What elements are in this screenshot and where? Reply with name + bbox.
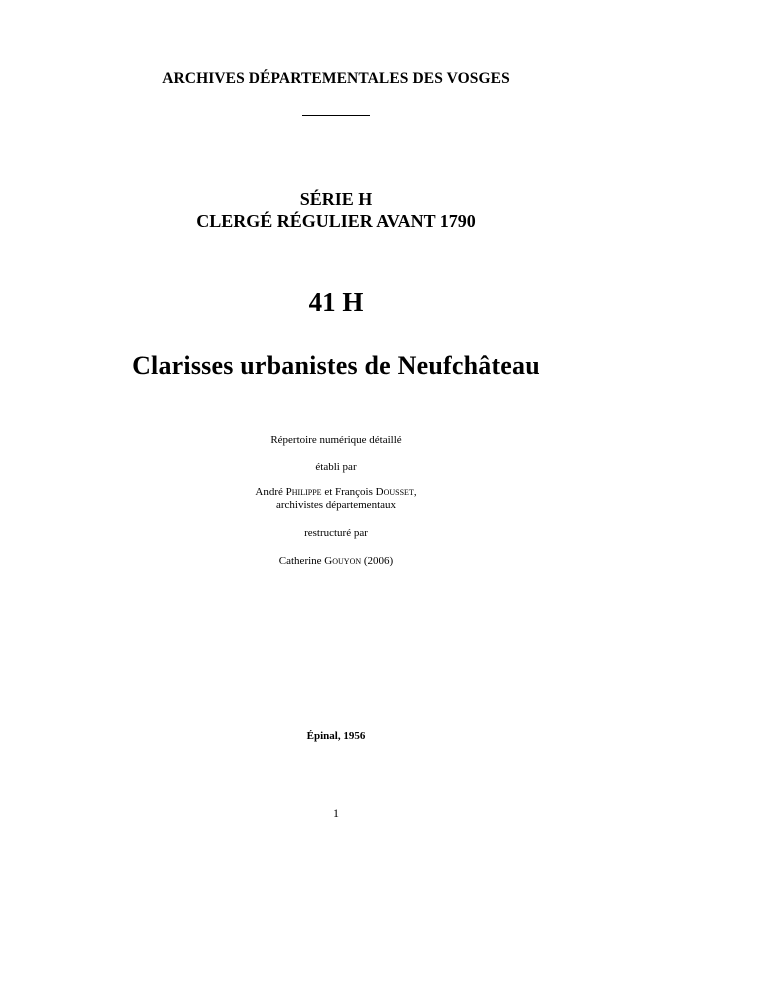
header-divider [302,115,370,116]
authors-conjunction: et [321,486,336,498]
authors-role: archivistes départementaux [275,499,397,511]
place-date: Épinal, 1956 [306,730,366,742]
authors-block [0,486,672,512]
author2-last: Dousset [375,486,414,498]
author3-year: (2006) [361,555,394,567]
restructurer-line [0,555,672,568]
author3-last: Gouyon [324,555,362,567]
institution-heading: ARCHIVES DÉPARTEMENTALES DES VOSGES [162,70,510,87]
series-heading [0,188,672,232]
established-by: établi par [315,461,357,473]
series-line-1: SÉRIE H [299,189,373,209]
authors-suffix: , [413,486,417,498]
authors-line [0,486,672,499]
author2-first: François [335,486,376,498]
fonds-id: 41 H [308,287,364,317]
restructured-by: restructuré par [304,527,368,539]
author1-last: Philippe [285,486,322,498]
page-number: 1 [333,806,339,820]
document-type: Répertoire numérique détaillé [270,434,402,446]
author3-first: Catherine [278,555,325,567]
fonds-title: Clarisses urbanistes de Neufchâteau [132,351,540,380]
series-line-2: CLERGÉ RÉGULIER AVANT 1790 [196,211,476,231]
author1-first: André [255,486,286,498]
